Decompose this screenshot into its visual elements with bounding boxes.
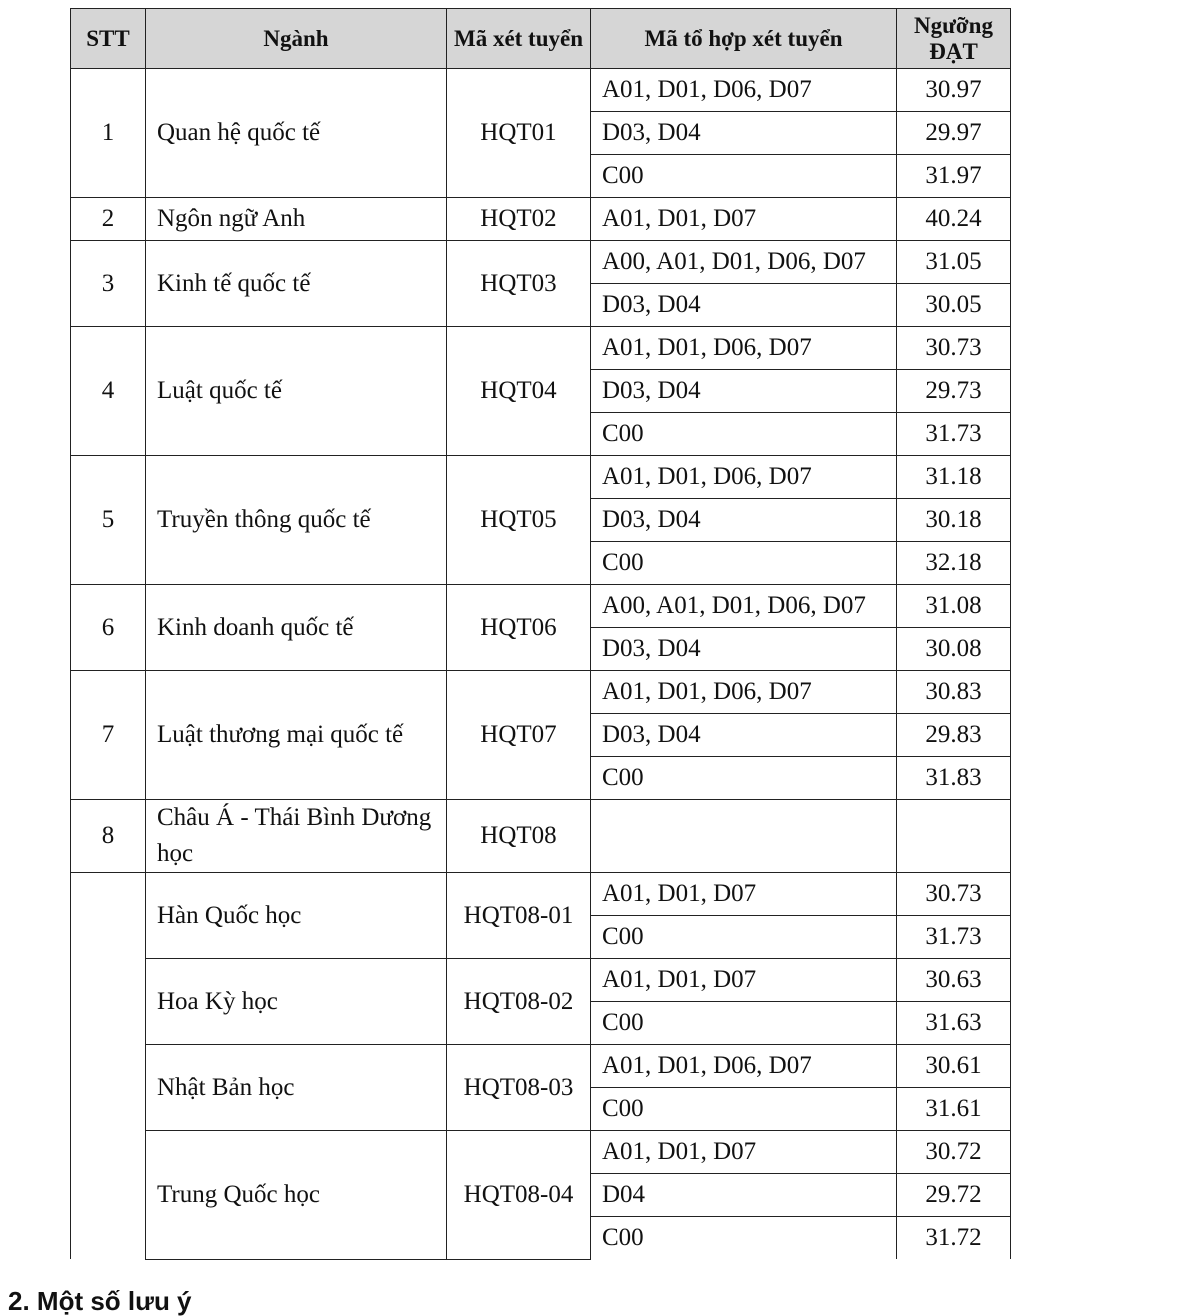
subrow-combo-code: C00 — [591, 1217, 897, 1260]
row-stt: 5 — [71, 456, 146, 585]
table-row — [71, 241, 1011, 284]
row-combo-code: A01, D01, D06, D07 — [591, 671, 897, 714]
row-nganh: Luật quốc tế — [146, 327, 447, 456]
table-row — [71, 327, 1011, 370]
row-nganh: Kinh doanh quốc tế — [146, 585, 447, 671]
row-combo-code: A00, A01, D01, D06, D07 — [591, 241, 897, 284]
table-row — [71, 69, 1011, 112]
row-nganh: Truyền thông quốc tế — [146, 456, 447, 585]
row-stt-empty — [71, 873, 146, 1260]
row-score — [897, 800, 1011, 873]
row-score: 29.83 — [897, 714, 1011, 757]
row-ma-xet-tuyen: HQT04 — [447, 327, 591, 456]
row-combo-code: A01, D01, D06, D07 — [591, 327, 897, 370]
subrow-combo-code: A01, D01, D07 — [591, 873, 897, 916]
row-score: 31.05 — [897, 241, 1011, 284]
table-subrow — [71, 873, 1011, 916]
table-row — [71, 800, 1011, 873]
row-combo-code: A01, D01, D06, D07 — [591, 69, 897, 112]
subrow-nganh: Hàn Quốc học — [146, 873, 447, 959]
subrow-ma-xet-tuyen: HQT08-01 — [447, 873, 591, 959]
header-ma-to-hop: Mã tổ hợp xét tuyển — [591, 9, 897, 69]
subrow-score: 31.61 — [897, 1088, 1011, 1131]
row-nganh: Kinh tế quốc tế — [146, 241, 447, 327]
row-combo-code: D03, D04 — [591, 499, 897, 542]
table-subrow — [71, 1131, 1011, 1174]
subrow-score: 30.63 — [897, 959, 1011, 1002]
header-nganh: Ngành — [146, 9, 447, 69]
header-stt: STT — [71, 9, 146, 69]
subrow-nganh: Hoa Kỳ học — [146, 959, 447, 1045]
table-header-row — [71, 9, 1011, 69]
row-stt: 3 — [71, 241, 146, 327]
subrow-score: 31.72 — [897, 1217, 1011, 1260]
row-stt: 8 — [71, 800, 146, 873]
row-stt: 7 — [71, 671, 146, 800]
subrow-score: 31.63 — [897, 1002, 1011, 1045]
table-row — [71, 671, 1011, 714]
row-combo-code: D03, D04 — [591, 284, 897, 327]
row-combo-code: A00, A01, D01, D06, D07 — [591, 585, 897, 628]
row-score: 29.97 — [897, 112, 1011, 155]
row-ma-xet-tuyen: HQT07 — [447, 671, 591, 800]
row-score: 30.05 — [897, 284, 1011, 327]
row-score: 31.08 — [897, 585, 1011, 628]
row-combo-code: A01, D01, D06, D07 — [591, 456, 897, 499]
table-subrow — [71, 959, 1011, 1002]
row-ma-xet-tuyen: HQT01 — [447, 69, 591, 198]
subrow-ma-xet-tuyen: HQT08-02 — [447, 959, 591, 1045]
subrow-score: 31.73 — [897, 916, 1011, 959]
subrow-combo-code: A01, D01, D06, D07 — [591, 1045, 897, 1088]
subrow-score: 29.72 — [897, 1174, 1011, 1217]
table-row — [71, 585, 1011, 628]
row-combo-code: C00 — [591, 413, 897, 456]
row-ma-xet-tuyen: HQT08 — [447, 800, 591, 873]
section-heading: 2. Một số lưu ý — [8, 1286, 192, 1316]
row-combo-code — [591, 800, 897, 873]
row-score: 30.18 — [897, 499, 1011, 542]
subrow-combo-code: C00 — [591, 916, 897, 959]
row-ma-xet-tuyen: HQT03 — [447, 241, 591, 327]
row-score: 30.97 — [897, 69, 1011, 112]
row-stt: 6 — [71, 585, 146, 671]
row-score: 30.73 — [897, 327, 1011, 370]
row-score: 30.83 — [897, 671, 1011, 714]
subrow-score: 30.61 — [897, 1045, 1011, 1088]
subrow-nganh: Nhật Bản học — [146, 1045, 447, 1131]
row-score: 31.83 — [897, 757, 1011, 800]
row-score: 32.18 — [897, 542, 1011, 585]
row-nganh: Ngôn ngữ Anh — [146, 198, 447, 241]
row-score: 31.73 — [897, 413, 1011, 456]
row-combo-code: C00 — [591, 757, 897, 800]
row-nganh: Luật thương mại quốc tế — [146, 671, 447, 800]
row-combo-code: D03, D04 — [591, 714, 897, 757]
row-combo-code: D03, D04 — [591, 370, 897, 413]
subrow-nganh: Trung Quốc học — [146, 1131, 447, 1260]
row-combo-code: A01, D01, D07 — [591, 198, 897, 241]
subrow-combo-code: A01, D01, D07 — [591, 959, 897, 1002]
table-subrow — [71, 1045, 1011, 1088]
row-nganh: Châu Á - Thái Bình Dương học — [146, 800, 447, 873]
row-score: 31.18 — [897, 456, 1011, 499]
subrow-score: 30.73 — [897, 873, 1011, 916]
row-combo-code: D03, D04 — [591, 628, 897, 671]
header-ma-xet-tuyen: Mã xét tuyển — [447, 9, 591, 69]
subrow-score: 30.72 — [897, 1131, 1011, 1174]
subrow-ma-xet-tuyen: HQT08-03 — [447, 1045, 591, 1131]
row-combo-code: D03, D04 — [591, 112, 897, 155]
row-ma-xet-tuyen: HQT05 — [447, 456, 591, 585]
table-body — [71, 69, 1011, 1260]
row-ma-xet-tuyen: HQT06 — [447, 585, 591, 671]
row-score: 30.08 — [897, 628, 1011, 671]
subrow-combo-code: A01, D01, D07 — [591, 1131, 897, 1174]
row-score: 29.73 — [897, 370, 1011, 413]
row-stt: 4 — [71, 327, 146, 456]
table-row — [71, 456, 1011, 499]
row-stt: 1 — [71, 69, 146, 198]
subrow-combo-code: D04 — [591, 1174, 897, 1217]
subrow-combo-code: C00 — [591, 1088, 897, 1131]
row-combo-code: C00 — [591, 155, 897, 198]
row-ma-xet-tuyen: HQT02 — [447, 198, 591, 241]
row-score: 40.24 — [897, 198, 1011, 241]
header-nguong: Ngưỡng ĐẠT — [897, 9, 1011, 69]
row-score: 31.97 — [897, 155, 1011, 198]
table-row — [71, 198, 1011, 241]
row-combo-code: C00 — [591, 542, 897, 585]
admission-score-table — [70, 8, 1011, 1260]
row-stt: 2 — [71, 198, 146, 241]
subrow-ma-xet-tuyen: HQT08-04 — [447, 1131, 591, 1260]
subrow-combo-code: C00 — [591, 1002, 897, 1045]
row-nganh: Quan hệ quốc tế — [146, 69, 447, 198]
